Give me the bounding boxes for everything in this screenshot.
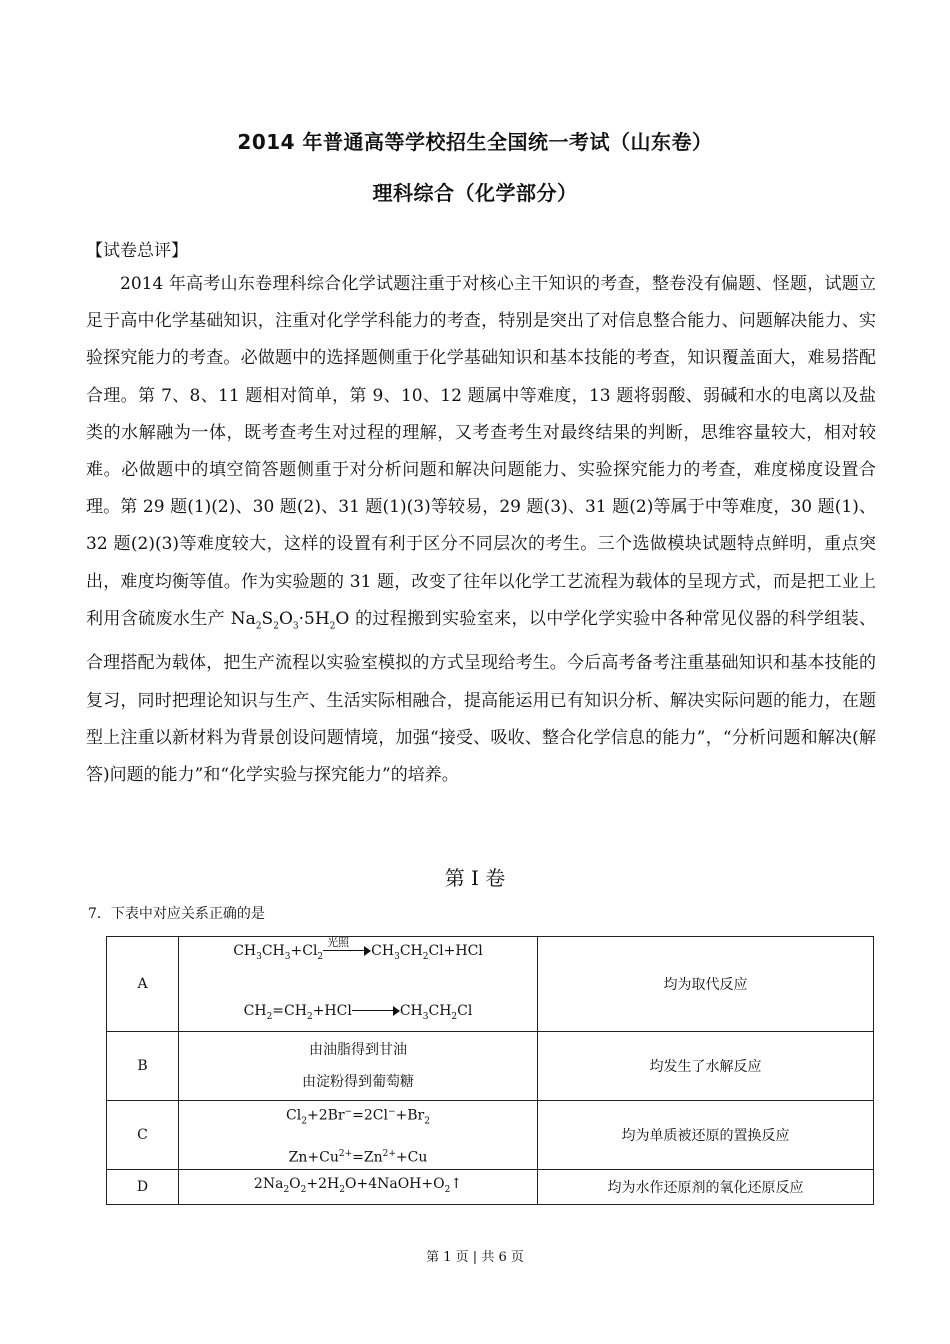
reaction-equation: $Zn+Cu^{2+}=Zn^{2+}+Cu$: [288, 1148, 428, 1166]
reaction-cell: [179, 1032, 538, 1101]
reaction-arrow: 光照: [323, 946, 371, 956]
conclusion-cell: 均为取代反应: [538, 937, 874, 1032]
question-7-stem: 7．下表中对应关系正确的是: [88, 906, 265, 922]
reaction-equation: $CH_2=CH_2+HCl$ $CH_3CH_2Cl$: [243, 1003, 473, 1022]
reaction-cell: [179, 1170, 538, 1205]
exam-title: 2014 年普通高等学校招生全国统一考试（山东卷）: [237, 130, 713, 154]
conclusion-cell: 均为单质被还原的置换反应: [538, 1101, 874, 1170]
exam-subtitle: 理科综合（化学部分）: [372, 181, 578, 205]
reaction-cell: [179, 1101, 538, 1170]
reaction-equation: $2Na_2O_2+2H_2O+4NaOH+O_2↑$: [253, 1176, 463, 1195]
summary-paragraph: 2014 年高考山东卷理科综合化学试题注重于对核心主干知识的考查，整卷没有偏题、怪题，试题立足于高中化学基础知识，注重对化学学科能力的考查，特别是突出了对信息整合能力、问题解决能力、实验探究能力的考查。必做题中的选择题侧重于化学基础知识和基本技能的考查，知识覆盖面大，难易搭配合理。第 7、8、11 题相对简单，第 9、10、12 题属中等难度，13 题将弱酸、弱碱和水的电离以及盐类的水解融为一体，既考查考生对过程的理解，又考查考生对最终结果的判断，思维容量较大，相对较难。必做题中的填空简答题侧重于对分析问题和解决问题能力、实验探究能力的考查，难度梯度设置合理。第 29 题(1)(2)、30 题(2)、31 题(1)(3)等较易，29 题(3)、31 题(2)等属于中等难度，30 题(1)、32 题(2)(3)等难度较大，这样的设置有利于区分不同层次的考生。三个选做模块试题特点鲜明，重点突出，难度均衡等值。作为实验题的 31 题，改变了往年以化学工艺流程为载体的呈现方式，而是把工业上利用含硫废水生产 $Na_2S_2O_3\cdot 5H_2O$ 的过程搬到实验室来，以中学化学实验中各种常见仪器的科学组装、合理搭配为载体，把生产流程以实验室模拟的方式呈现给考生。今后高考备考注重基础知识和基本技能的复习，同时把理论知识与生产、生活实际相融合，提高能运用已有知识分析、解决实际问题的能力，在题型上注重以新材料为背景创设问题情境，加强“接受、吸收、整合化学信息的能力”，“分析问题和解决(解答)问题的能力”和“化学实验与探究能力”的培养。: [86, 274, 877, 786]
summary-heading: 【试卷总评】: [86, 241, 188, 261]
conclusion-cell: 均为水作还原剂的氧化还原反应: [538, 1170, 874, 1205]
option-label: A: [107, 937, 179, 1032]
reaction-equation: $CH_3CH_3+Cl_2$ 光照 $CH_3CH_2Cl+HCl$: [233, 936, 483, 962]
table-row: [107, 1101, 874, 1170]
reaction-arrow: [352, 1006, 400, 1016]
option-label: C: [107, 1101, 179, 1170]
reaction-equation: $Cl_2+2Br^-=2Cl^-+Br_2$: [286, 1107, 430, 1127]
conclusion-cell: 均发生了水解反应: [538, 1032, 874, 1101]
reaction-text: 由淀粉得到葡萄糖: [302, 1074, 414, 1090]
table-row: [107, 1170, 874, 1205]
reaction-cell: [179, 937, 538, 1032]
page-footer: 第 1 页 | 共 6 页: [426, 1250, 524, 1265]
table-row: [107, 937, 874, 1032]
table-row: [107, 1032, 874, 1101]
answer-table: [106, 936, 874, 1205]
reaction-text: 由油脂得到甘油: [309, 1042, 407, 1058]
chemical-formula: $Na_2S_2O_3\cdot 5H_2O$: [230, 608, 350, 632]
option-label: D: [107, 1170, 179, 1205]
volume-title: 第 I 卷: [444, 866, 506, 890]
option-label: B: [107, 1032, 179, 1101]
